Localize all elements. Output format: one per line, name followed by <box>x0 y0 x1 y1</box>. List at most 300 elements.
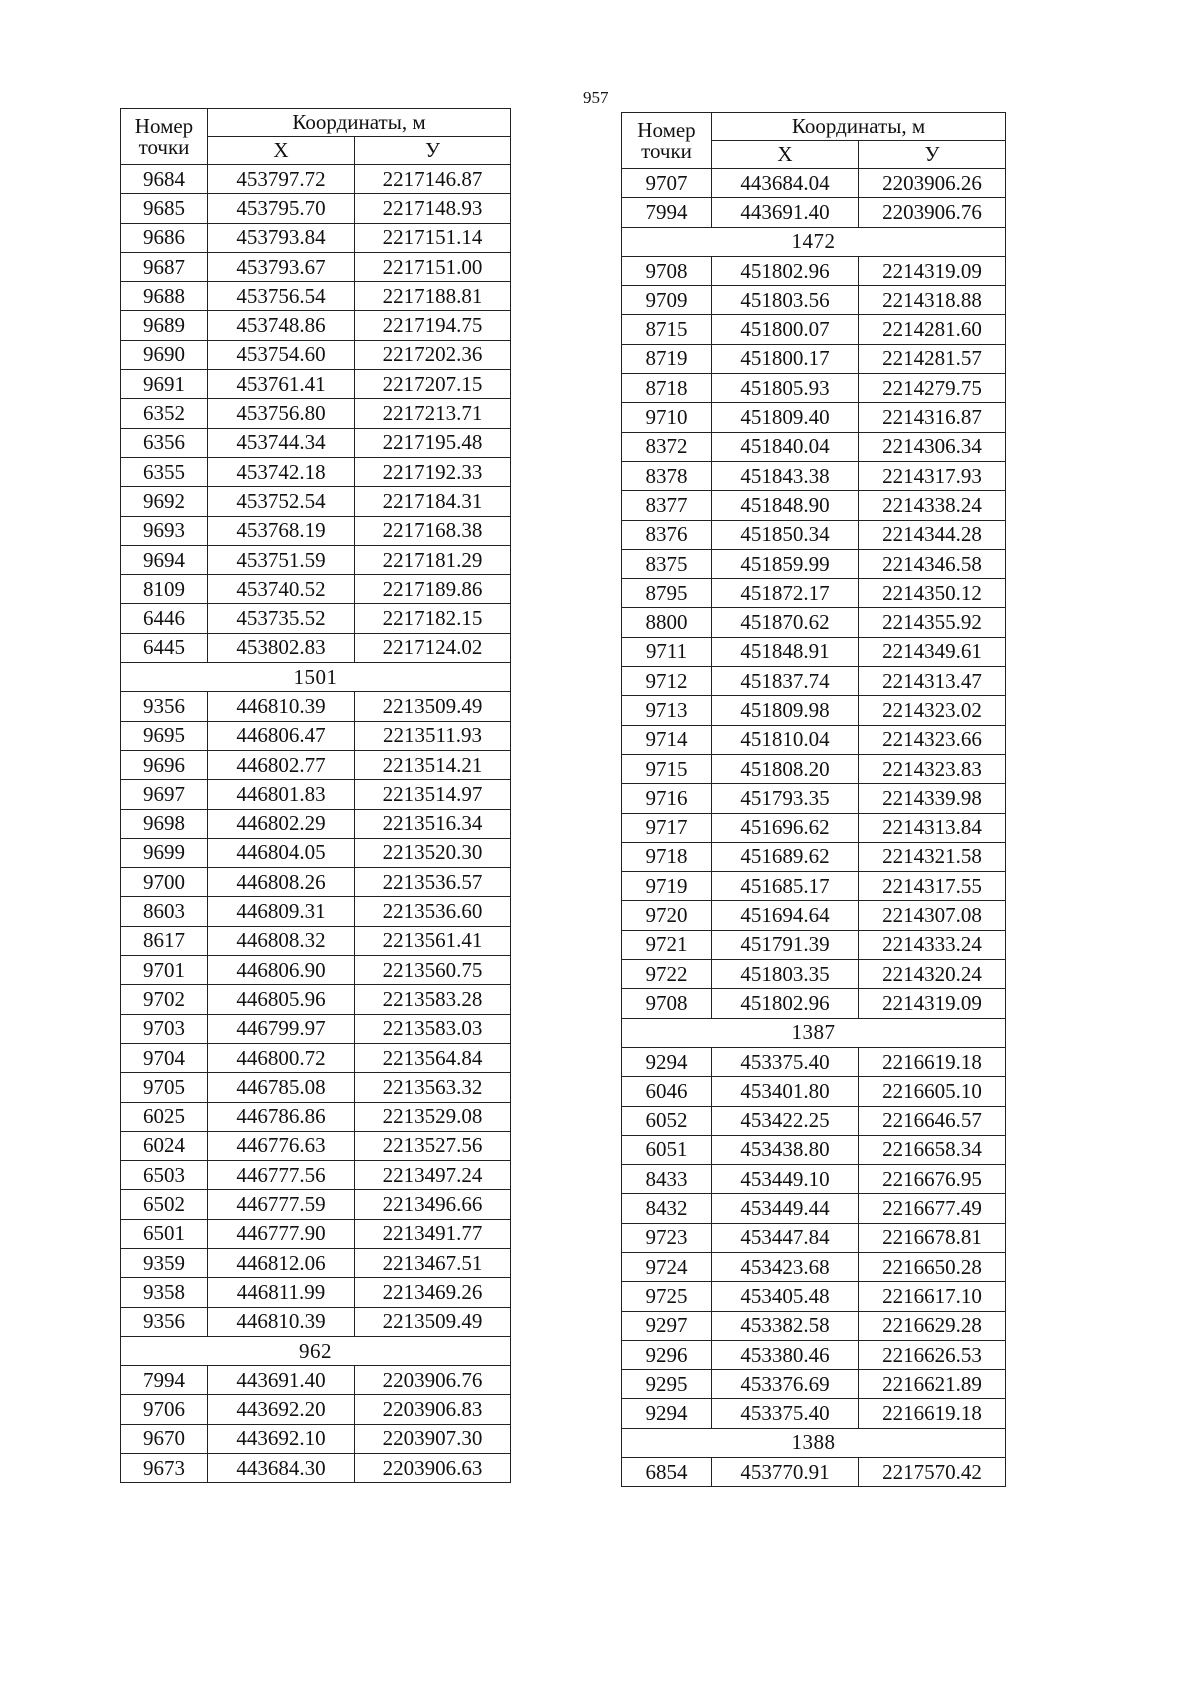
x-coordinate-cell: 443684.30 <box>208 1454 355 1483</box>
point-number-cell: 8375 <box>622 549 712 578</box>
point-number-cell: 9702 <box>121 985 208 1014</box>
y-coordinate-cell: 2217207.15 <box>355 370 511 399</box>
point-number-cell: 9721 <box>622 930 712 959</box>
y-coordinate-cell: 2217124.02 <box>355 633 511 662</box>
point-number-cell: 9687 <box>121 252 208 281</box>
y-coordinate-cell: 2217195.48 <box>355 428 511 457</box>
point-number-cell: 9697 <box>121 780 208 809</box>
point-number-cell: 9725 <box>622 1282 712 1311</box>
y-coordinate-cell: 2214319.09 <box>859 256 1006 285</box>
section-label: 1501 <box>121 663 511 692</box>
x-coordinate-cell: 453756.80 <box>208 399 355 428</box>
x-coordinate-cell: 453768.19 <box>208 516 355 545</box>
y-coordinate-cell: 2216619.18 <box>859 1047 1006 1076</box>
point-number-cell: 9707 <box>622 169 712 198</box>
point-number-cell: 9691 <box>121 370 208 399</box>
point-number-cell: 6502 <box>121 1190 208 1219</box>
y-coordinate-cell: 2217184.31 <box>355 487 511 516</box>
table-row <box>622 374 1006 403</box>
table-row <box>622 286 1006 315</box>
section-row <box>622 227 1006 256</box>
y-coordinate-cell: 2203906.76 <box>859 198 1006 227</box>
table-row <box>121 575 511 604</box>
y-coordinate-cell: 2213497.24 <box>355 1161 511 1190</box>
y-coordinate-cell: 2217194.75 <box>355 311 511 340</box>
x-coordinate-cell: 451805.93 <box>712 374 859 403</box>
point-number-cell: 9710 <box>622 403 712 432</box>
x-coordinate-cell: 451840.04 <box>712 432 859 461</box>
x-coordinate-cell: 443691.40 <box>712 198 859 227</box>
point-number-cell: 8377 <box>622 491 712 520</box>
point-number-cell: 8432 <box>622 1194 712 1223</box>
table-row <box>622 872 1006 901</box>
table-row <box>121 604 511 633</box>
y-coordinate-cell: 2214323.02 <box>859 696 1006 725</box>
table-row <box>622 1135 1006 1164</box>
table-row <box>121 1248 511 1277</box>
point-number-cell: 9723 <box>622 1223 712 1252</box>
x-coordinate-cell: 451802.96 <box>712 989 859 1018</box>
y-coordinate-cell: 2214350.12 <box>859 579 1006 608</box>
table-row <box>121 1043 511 1072</box>
y-coordinate-cell: 2214323.83 <box>859 754 1006 783</box>
y-coordinate-cell: 2213467.51 <box>355 1248 511 1277</box>
x-coordinate-cell: 453447.84 <box>712 1223 859 1252</box>
table-row <box>622 608 1006 637</box>
x-coordinate-cell: 446786.86 <box>208 1102 355 1131</box>
table-row <box>622 198 1006 227</box>
point-number-cell: 9712 <box>622 667 712 696</box>
x-coordinate-cell: 453376.69 <box>712 1370 859 1399</box>
y-coordinate-cell: 2213496.66 <box>355 1190 511 1219</box>
point-number-cell: 9673 <box>121 1454 208 1483</box>
x-coordinate-cell: 443691.40 <box>208 1366 355 1395</box>
y-coordinate-cell: 2213560.75 <box>355 956 511 985</box>
point-number-cell: 6046 <box>622 1077 712 1106</box>
y-coordinate-cell: 2203906.63 <box>355 1454 511 1483</box>
y-coordinate-cell: 2217181.29 <box>355 545 511 574</box>
point-number-cell: 9696 <box>121 750 208 779</box>
y-coordinate-cell: 2214307.08 <box>859 901 1006 930</box>
x-coordinate-cell: 453744.34 <box>208 428 355 457</box>
table-row <box>121 340 511 369</box>
x-coordinate-cell: 446812.06 <box>208 1248 355 1277</box>
x-coordinate-cell: 451843.38 <box>712 461 859 490</box>
y-coordinate-cell: 2217188.81 <box>355 282 511 311</box>
table-row <box>121 721 511 750</box>
table-row <box>121 985 511 1014</box>
x-coordinate-cell: 453752.54 <box>208 487 355 516</box>
point-number-cell: 6854 <box>622 1458 712 1487</box>
y-coordinate-cell: 2217192.33 <box>355 457 511 486</box>
y-coordinate-cell: 2214333.24 <box>859 930 1006 959</box>
y-coordinate-cell: 2214339.98 <box>859 784 1006 813</box>
table-row <box>121 487 511 516</box>
x-coordinate-cell: 446804.05 <box>208 838 355 867</box>
point-number-cell: 9358 <box>121 1278 208 1307</box>
x-coordinate-cell: 446805.96 <box>208 985 355 1014</box>
point-number-cell: 6503 <box>121 1161 208 1190</box>
y-coordinate-cell: 2203906.83 <box>355 1395 511 1424</box>
point-number-cell: 9708 <box>622 256 712 285</box>
y-coordinate-cell: 2213536.57 <box>355 868 511 897</box>
table-row <box>121 194 511 223</box>
x-coordinate-cell: 453401.80 <box>712 1077 859 1106</box>
point-number-cell: 9713 <box>622 696 712 725</box>
y-coordinate-cell: 2217570.42 <box>859 1458 1006 1487</box>
y-coordinate-cell: 2216677.49 <box>859 1194 1006 1223</box>
x-coordinate-cell: 453375.40 <box>712 1047 859 1076</box>
table-row <box>622 1077 1006 1106</box>
y-coordinate-cell: 2213563.32 <box>355 1073 511 1102</box>
y-coordinate-cell: 2217151.00 <box>355 252 511 281</box>
point-number-cell: 8433 <box>622 1165 712 1194</box>
table-row <box>622 754 1006 783</box>
y-coordinate-cell: 2216678.81 <box>859 1223 1006 1252</box>
table-row <box>121 1073 511 1102</box>
y-coordinate-cell: 2216619.18 <box>859 1399 1006 1428</box>
y-coordinate-cell: 2213514.97 <box>355 780 511 809</box>
table-row <box>622 403 1006 432</box>
y-coordinate-cell: 2214355.92 <box>859 608 1006 637</box>
table-row <box>622 256 1006 285</box>
table-row <box>121 1395 511 1424</box>
table-row <box>622 989 1006 1018</box>
x-coordinate-cell: 443692.10 <box>208 1424 355 1453</box>
table-row <box>121 633 511 662</box>
point-header-line2: точки <box>641 138 692 163</box>
x-coordinate-cell: 451696.62 <box>712 813 859 842</box>
y-coordinate-cell: 2214281.57 <box>859 344 1006 373</box>
coordinates-header: Координаты, м <box>208 109 511 137</box>
y-coordinate-cell: 2217182.15 <box>355 604 511 633</box>
table-row <box>121 282 511 311</box>
point-number-cell: 9698 <box>121 809 208 838</box>
y-coordinate-cell: 2214317.93 <box>859 461 1006 490</box>
table-row <box>622 579 1006 608</box>
x-coordinate-cell: 453375.40 <box>712 1399 859 1428</box>
point-number-cell: 9699 <box>121 838 208 867</box>
table-row <box>121 1014 511 1043</box>
table-row <box>121 516 511 545</box>
y-coordinate-cell: 2214319.09 <box>859 989 1006 1018</box>
x-coordinate-cell: 453382.58 <box>712 1311 859 1340</box>
point-number-cell: 7994 <box>622 198 712 227</box>
point-number-cell: 9709 <box>622 286 712 315</box>
y-coordinate-cell: 2216676.95 <box>859 1165 1006 1194</box>
x-coordinate-cell: 453754.60 <box>208 340 355 369</box>
table-row <box>121 370 511 399</box>
x-coordinate-cell: 446810.39 <box>208 1307 355 1336</box>
x-coordinate-cell: 451793.35 <box>712 784 859 813</box>
table-body <box>121 109 511 1483</box>
y-coordinate-cell: 2214323.66 <box>859 725 1006 754</box>
y-coordinate-cell: 2214281.60 <box>859 315 1006 344</box>
x-coordinate-cell: 446806.47 <box>208 721 355 750</box>
x-coordinate-cell: 451859.99 <box>712 549 859 578</box>
y-header: У <box>859 141 1006 169</box>
point-number-cell: 6356 <box>121 428 208 457</box>
x-coordinate-cell: 446810.39 <box>208 692 355 721</box>
x-coordinate-cell: 453742.18 <box>208 457 355 486</box>
point-number-cell: 6051 <box>622 1135 712 1164</box>
x-coordinate-cell: 453740.52 <box>208 575 355 604</box>
table-row <box>121 809 511 838</box>
y-coordinate-cell: 2217146.87 <box>355 165 511 194</box>
y-coordinate-cell: 2216658.34 <box>859 1135 1006 1164</box>
table-row <box>121 692 511 721</box>
table-row <box>622 1399 1006 1428</box>
coordinates-table-left <box>120 108 511 1483</box>
table-row <box>121 1278 511 1307</box>
point-number-cell: 9685 <box>121 194 208 223</box>
point-number-cell: 9295 <box>622 1370 712 1399</box>
table-row <box>622 1252 1006 1281</box>
x-coordinate-cell: 446802.77 <box>208 750 355 779</box>
point-number-cell: 8715 <box>622 315 712 344</box>
y-coordinate-cell: 2213514.21 <box>355 750 511 779</box>
y-coordinate-cell: 2203907.30 <box>355 1424 511 1453</box>
x-header: X <box>208 137 355 165</box>
x-coordinate-cell: 443684.04 <box>712 169 859 198</box>
x-coordinate-cell: 451837.74 <box>712 667 859 696</box>
y-coordinate-cell: 2217148.93 <box>355 194 511 223</box>
x-coordinate-cell: 451809.40 <box>712 403 859 432</box>
table-row <box>622 1340 1006 1369</box>
x-coordinate-cell: 446811.99 <box>208 1278 355 1307</box>
table-row <box>622 901 1006 930</box>
table-row <box>121 868 511 897</box>
point-number-cell: 9684 <box>121 165 208 194</box>
x-coordinate-cell: 453751.59 <box>208 545 355 574</box>
point-number-cell: 8800 <box>622 608 712 637</box>
table-row <box>622 520 1006 549</box>
x-coordinate-cell: 446808.26 <box>208 868 355 897</box>
x-header: X <box>712 141 859 169</box>
x-coordinate-cell: 451870.62 <box>712 608 859 637</box>
y-coordinate-cell: 2217168.38 <box>355 516 511 545</box>
point-number-cell: 9694 <box>121 545 208 574</box>
y-coordinate-cell: 2214313.47 <box>859 667 1006 696</box>
point-number-header <box>622 113 712 169</box>
x-coordinate-cell: 451803.56 <box>712 286 859 315</box>
x-coordinate-cell: 453380.46 <box>712 1340 859 1369</box>
table-row <box>622 344 1006 373</box>
x-coordinate-cell: 453797.72 <box>208 165 355 194</box>
x-coordinate-cell: 446806.90 <box>208 956 355 985</box>
y-coordinate-cell: 2214316.87 <box>859 403 1006 432</box>
x-coordinate-cell: 446777.59 <box>208 1190 355 1219</box>
x-coordinate-cell: 446801.83 <box>208 780 355 809</box>
point-header-line1: Номер <box>637 117 696 142</box>
table-row <box>121 223 511 252</box>
table-row <box>121 1219 511 1248</box>
x-coordinate-cell: 451800.17 <box>712 344 859 373</box>
y-coordinate-cell: 2217151.14 <box>355 223 511 252</box>
point-number-cell: 9718 <box>622 842 712 871</box>
x-coordinate-cell: 451802.96 <box>712 256 859 285</box>
table-row <box>121 1190 511 1219</box>
y-coordinate-cell: 2214318.88 <box>859 286 1006 315</box>
x-coordinate-cell: 446802.29 <box>208 809 355 838</box>
section-row <box>622 1018 1006 1047</box>
table-row <box>121 1307 511 1336</box>
y-coordinate-cell: 2213529.08 <box>355 1102 511 1131</box>
table-row <box>622 1165 1006 1194</box>
y-coordinate-cell: 2216650.28 <box>859 1252 1006 1281</box>
y-coordinate-cell: 2203906.26 <box>859 169 1006 198</box>
table-row <box>622 1106 1006 1135</box>
table-row <box>121 750 511 779</box>
point-number-cell: 8372 <box>622 432 712 461</box>
y-coordinate-cell: 2213516.34 <box>355 809 511 838</box>
y-coordinate-cell: 2217202.36 <box>355 340 511 369</box>
point-number-cell: 9670 <box>121 1424 208 1453</box>
table-row <box>622 491 1006 520</box>
x-coordinate-cell: 453438.80 <box>712 1135 859 1164</box>
y-coordinate-cell: 2213536.60 <box>355 897 511 926</box>
y-coordinate-cell: 2216626.53 <box>859 1340 1006 1369</box>
page-number: 957 <box>583 88 609 107</box>
table-row <box>622 169 1006 198</box>
point-number-cell: 9296 <box>622 1340 712 1369</box>
x-coordinate-cell: 451850.34 <box>712 520 859 549</box>
point-number-cell: 9690 <box>121 340 208 369</box>
y-coordinate-cell: 2203906.76 <box>355 1366 511 1395</box>
x-coordinate-cell: 446799.97 <box>208 1014 355 1043</box>
x-coordinate-cell: 453735.52 <box>208 604 355 633</box>
x-coordinate-cell: 453423.68 <box>712 1252 859 1281</box>
point-number-cell: 6025 <box>121 1102 208 1131</box>
x-coordinate-cell: 453449.44 <box>712 1194 859 1223</box>
y-coordinate-cell: 2214344.28 <box>859 520 1006 549</box>
point-number-cell: 6445 <box>121 633 208 662</box>
section-label: 1387 <box>622 1018 1006 1047</box>
table-row <box>622 1458 1006 1487</box>
x-coordinate-cell: 451872.17 <box>712 579 859 608</box>
table-row <box>121 838 511 867</box>
y-coordinate-cell: 2213509.49 <box>355 692 511 721</box>
table-row <box>622 725 1006 754</box>
table-row <box>121 956 511 985</box>
table-row <box>622 432 1006 461</box>
table-row <box>622 696 1006 725</box>
point-number-cell: 6446 <box>121 604 208 633</box>
point-number-cell: 6052 <box>622 1106 712 1135</box>
point-number-cell: 9716 <box>622 784 712 813</box>
point-number-cell: 9719 <box>622 872 712 901</box>
table-row <box>121 165 511 194</box>
y-coordinate-cell: 2214346.58 <box>859 549 1006 578</box>
y-coordinate-cell: 2216617.10 <box>859 1282 1006 1311</box>
point-number-cell: 9356 <box>121 692 208 721</box>
x-coordinate-cell: 446785.08 <box>208 1073 355 1102</box>
table-row <box>121 1131 511 1160</box>
y-coordinate-cell: 2213520.30 <box>355 838 511 867</box>
point-number-cell: 9695 <box>121 721 208 750</box>
point-number-header <box>121 109 208 165</box>
point-number-cell: 9294 <box>622 1047 712 1076</box>
table-row <box>121 926 511 955</box>
table-row <box>622 813 1006 842</box>
point-number-cell: 8718 <box>622 374 712 403</box>
x-coordinate-cell: 453422.25 <box>712 1106 859 1135</box>
x-coordinate-cell: 446808.32 <box>208 926 355 955</box>
x-coordinate-cell: 443692.20 <box>208 1395 355 1424</box>
x-coordinate-cell: 451800.07 <box>712 315 859 344</box>
x-coordinate-cell: 453770.91 <box>712 1458 859 1487</box>
header-row <box>622 113 1006 141</box>
point-number-cell: 9705 <box>121 1073 208 1102</box>
y-coordinate-cell: 2213561.41 <box>355 926 511 955</box>
table-row <box>622 1223 1006 1252</box>
point-number-cell: 6501 <box>121 1219 208 1248</box>
table-row <box>121 399 511 428</box>
point-number-cell: 8376 <box>622 520 712 549</box>
y-coordinate-cell: 2213509.49 <box>355 1307 511 1336</box>
y-coordinate-cell: 2214306.34 <box>859 432 1006 461</box>
y-coordinate-cell: 2214321.58 <box>859 842 1006 871</box>
table-row <box>121 1161 511 1190</box>
table-row <box>121 780 511 809</box>
table-row <box>622 1282 1006 1311</box>
table-row <box>121 1366 511 1395</box>
y-coordinate-cell: 2214317.55 <box>859 872 1006 901</box>
table-row <box>121 545 511 574</box>
y-coordinate-cell: 2217189.86 <box>355 575 511 604</box>
y-coordinate-cell: 2213564.84 <box>355 1043 511 1072</box>
table-row <box>622 667 1006 696</box>
section-row <box>121 663 511 692</box>
y-coordinate-cell: 2216646.57 <box>859 1106 1006 1135</box>
table-row <box>622 549 1006 578</box>
point-number-cell: 9708 <box>622 989 712 1018</box>
table-row <box>121 897 511 926</box>
point-number-cell: 9700 <box>121 868 208 897</box>
point-number-cell: 9722 <box>622 960 712 989</box>
y-coordinate-cell: 2214279.75 <box>859 374 1006 403</box>
point-number-cell: 8795 <box>622 579 712 608</box>
y-coordinate-cell: 2214349.61 <box>859 637 1006 666</box>
table-row <box>121 311 511 340</box>
point-number-cell: 7994 <box>121 1366 208 1395</box>
point-number-cell: 9686 <box>121 223 208 252</box>
point-number-cell: 9692 <box>121 487 208 516</box>
point-number-cell: 6024 <box>121 1131 208 1160</box>
point-number-cell: 9689 <box>121 311 208 340</box>
x-coordinate-cell: 451848.91 <box>712 637 859 666</box>
table-row <box>622 637 1006 666</box>
x-coordinate-cell: 453761.41 <box>208 370 355 399</box>
point-number-cell: 9706 <box>121 1395 208 1424</box>
point-number-cell: 9359 <box>121 1248 208 1277</box>
table-row <box>121 252 511 281</box>
table-row <box>622 315 1006 344</box>
x-coordinate-cell: 446776.63 <box>208 1131 355 1160</box>
table-row <box>121 457 511 486</box>
x-coordinate-cell: 446777.56 <box>208 1161 355 1190</box>
x-coordinate-cell: 453449.10 <box>712 1165 859 1194</box>
point-number-cell: 9711 <box>622 637 712 666</box>
point-number-cell: 9703 <box>121 1014 208 1043</box>
coordinates-header: Координаты, м <box>712 113 1006 141</box>
section-row <box>121 1336 511 1365</box>
x-coordinate-cell: 451685.17 <box>712 872 859 901</box>
point-number-cell: 9720 <box>622 901 712 930</box>
x-coordinate-cell: 453802.83 <box>208 633 355 662</box>
point-header-line2: точки <box>138 134 190 159</box>
y-coordinate-cell: 2216621.89 <box>859 1370 1006 1399</box>
